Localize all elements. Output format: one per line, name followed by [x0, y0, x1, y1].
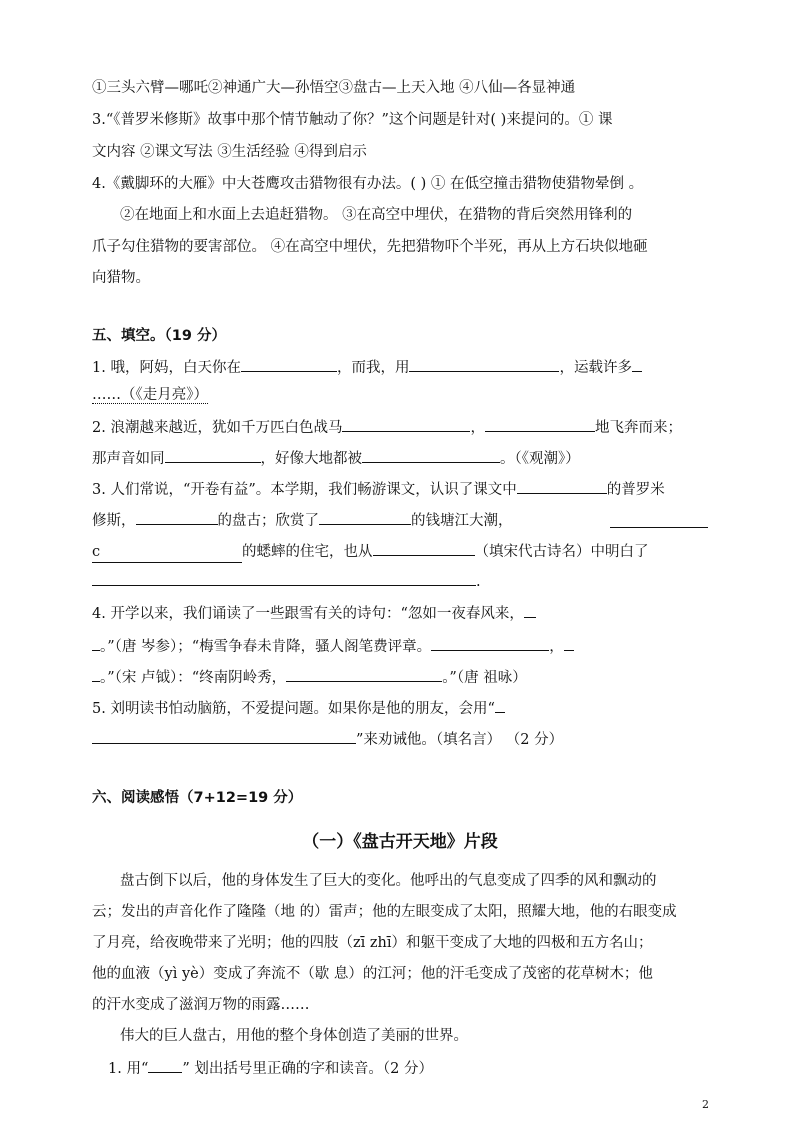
blank[interactable]: [241, 356, 337, 372]
text: ，运载许多: [559, 360, 632, 376]
passage-line-4: 他的血液（yì yè）变成了奔流不（歇 息）的江河；他的汗毛变成了茂密的花草树木；他: [92, 966, 653, 982]
text: （填宋代古诗名）中明白了: [474, 544, 649, 560]
blank[interactable]: [409, 356, 559, 372]
fill-item-4-cont: [92, 635, 574, 657]
blank[interactable]: [362, 447, 500, 463]
text: 的蟋蟀的住宅，也从: [242, 544, 373, 560]
text: 3. 人们常说，“开卷有益”。本学期，我们畅游课文，认识了课文中: [92, 482, 517, 498]
section-5-title: 五、填空。（19 分）: [92, 328, 226, 344]
text: 1. 用“: [108, 1061, 149, 1077]
blank[interactable]: [524, 602, 536, 618]
fill-item-1-cont: [92, 385, 208, 405]
text: 。”（宋 卢钺）：“终南阴岭秀，: [100, 670, 287, 686]
passage-line-3: 了月亮，给夜晚带来了光明；他的四肢（zī zhī）和躯干变成了大地的四极和五方名山；: [92, 935, 653, 951]
text: 2. 浪潮越来越近，犹如千万匹白色战马: [92, 420, 343, 436]
text: 的盘古；欣赏了: [217, 513, 319, 529]
fill-item-3-cont: [92, 509, 513, 531]
blank[interactable]: [136, 509, 218, 525]
text: 地飞奔而来；: [594, 420, 682, 436]
text: 修斯，: [92, 513, 136, 529]
question-4-line-2: ②在地面上和水面上去追赶猎物。 ③在高空中埋伏，在猎物的背后突然用锋利的: [120, 207, 633, 223]
text: 的钱塘江大潮，: [411, 513, 513, 529]
blank[interactable]: [610, 512, 708, 528]
section-6-title: 六、阅读感悟（7+12=19 分）: [92, 790, 303, 806]
text: .: [476, 574, 481, 590]
passage-line-5: 的汗水变成了滋润万物的雨露……: [92, 997, 310, 1013]
text: 那声音如同: [92, 451, 165, 467]
blank[interactable]: [165, 447, 261, 463]
text: 。”（唐 岑参）；“梅雪争春未肯降，骚人阁笔费评章。: [100, 639, 432, 655]
blank[interactable]: [92, 635, 100, 651]
question-3-line-1: 3.“《普罗米修斯》故事中那个情节触动了你？”这个问题是针对( )来提问的。① 课: [92, 112, 613, 128]
passage-line-2: 云；发出的声音化作了隆隆（地 的）雷声；他的左眼变成了太阳，照耀大地，他的右眼变成: [92, 904, 677, 920]
text: 。”（唐 祖咏）: [442, 670, 527, 686]
text: ，: [470, 420, 485, 436]
passage-line-6: 伟大的巨人盘古，用他的整个身体创造了美丽的世界。: [120, 1028, 468, 1044]
text: ，好像大地都被: [260, 451, 362, 467]
blank[interactable]: [431, 635, 549, 651]
page-number: 2: [702, 1098, 709, 1111]
blank[interactable]: [632, 356, 642, 372]
fill-item-1: [92, 356, 642, 378]
passage-line-1: 盘古倒下以后，他的身体发生了巨大的变化。他呼出的气息变成了四季的风和飘动的: [120, 873, 657, 889]
options-line: ①三头六臂—哪吒②神通广大—孙悟空③盘古—上天入地 ④八仙—各显神通: [92, 80, 576, 96]
text: 5. 刘明读书怕动脑筋，不爱提问题。如果你是他的朋友，会用“: [92, 701, 495, 717]
text: ，而我，用: [336, 360, 410, 376]
question-4-line-4: 向猎物。: [92, 270, 150, 286]
text: ” 划出括号里正确的字和读音。（2 分）: [182, 1061, 433, 1077]
blank[interactable]: [92, 728, 356, 744]
blank[interactable]: [92, 570, 476, 586]
blank[interactable]: [148, 1057, 182, 1073]
blank[interactable]: [373, 540, 475, 556]
question-4-line-3: 爪子勾住猎物的要害部位。 ④在高空中埋伏，先把猎物吓个半死，再从上方石块似地砸: [92, 239, 648, 255]
text: ”来劝诫他。（填名言） （2 分）: [356, 732, 564, 748]
text: 1. 哦，阿妈，白天你在: [92, 360, 241, 376]
blank[interactable]: [319, 509, 411, 525]
blank[interactable]: [517, 478, 607, 494]
text: 4. 开学以来，我们诵读了一些跟雪有关的诗句：“忽如一夜春风来，: [92, 606, 524, 622]
text: 的普罗米: [606, 482, 665, 498]
reading-question-1: [108, 1057, 433, 1079]
blank[interactable]: [342, 416, 470, 432]
text: 。（《观潮》）: [500, 451, 580, 467]
fill-item-4: [92, 602, 536, 624]
fill-item-3: [92, 478, 665, 500]
fill-item-5-cont: [92, 728, 563, 750]
fill-item-3-cont-2: [92, 540, 649, 563]
blank[interactable]: [92, 542, 242, 563]
blank[interactable]: [92, 666, 100, 682]
text: c: [92, 544, 101, 560]
fill-item-2-cont: [92, 447, 580, 469]
blank[interactable]: [485, 416, 595, 432]
question-4-line-1: 4.《戴脚环的大雁》中大苍鹰攻击猎物很有办法。( ) ① 在低空撞击猎物使猎物晕倒 。: [92, 176, 644, 192]
text: ……（《走月亮》）: [92, 387, 208, 403]
blank[interactable]: [286, 666, 442, 682]
question-3-line-2: 文内容 ②课文写法 ③生活经验 ④得到启示: [92, 144, 367, 160]
fill-item-4-cont-2: [92, 666, 527, 688]
fill-item-3-cont-3: [92, 570, 481, 592]
text: ，: [549, 639, 564, 655]
blank[interactable]: [564, 635, 574, 651]
blank[interactable]: [495, 697, 505, 713]
fill-item-5: [92, 697, 505, 719]
passage-title: （一）《盘古开天地》片段: [302, 832, 498, 852]
fill-item-2: [92, 416, 682, 438]
